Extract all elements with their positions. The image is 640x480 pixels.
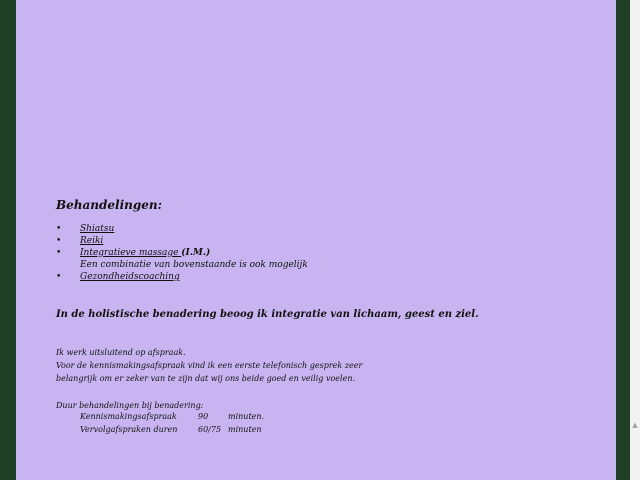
scroll-up-arrow-icon[interactable]: ▲ [632, 421, 638, 429]
motto-text: In de holistische benadering beoog ik integratie van lichaam, geest en ziel. [56, 309, 479, 320]
treatment-list [56, 223, 308, 283]
intro-line-3: belangrijk om er zeker van te zijn dat wij ons beide goed en veilig voelen. [56, 374, 356, 383]
link-shiatsu[interactable]: Shiatsu [80, 224, 115, 234]
bullet-icon: • [56, 272, 62, 282]
link-integratieve-massage[interactable]: Integratieve massage [80, 248, 182, 258]
duration-label-vervolg: Vervolgafspraken duren [80, 425, 178, 434]
vertical-scrollbar[interactable] [630, 0, 640, 480]
bullet-icon: • [56, 236, 62, 246]
link-reiki[interactable]: Reiki [80, 236, 104, 246]
list-item-gezondheidscoaching [56, 271, 308, 283]
list-item-reiki [56, 235, 308, 247]
duration-label-kennismaking: Kennismakingsafspraak [80, 412, 177, 421]
link-gezondheidscoaching[interactable]: Gezondheidscoaching [80, 272, 180, 282]
bullet-icon: • [56, 224, 62, 234]
content-panel [16, 0, 616, 480]
intro-line-1: Ik werk uitsluitend op afspraak. [56, 348, 186, 357]
duration-value-kennismaking: 90 [198, 412, 209, 421]
im-abbreviation: (I.M.) [181, 248, 211, 258]
intro-paragraph [56, 346, 362, 385]
duration-title: Duur behandelingen bij benadering: [56, 401, 204, 410]
section-heading: Behandelingen: [56, 198, 163, 212]
bullet-icon: • [56, 248, 62, 258]
duration-value-vervolg: 60/75 [198, 425, 222, 434]
duration-unit-vervolg: minuten [228, 425, 262, 434]
duration-unit-kennismaking: minuten. [228, 412, 265, 421]
intro-line-2: Voor de kennismakingsafspraak vind ik een eerste telefonisch gesprek zeer [56, 361, 363, 370]
combination-note: Een combinatie van bovenstaande is ook mogelijk [80, 260, 308, 270]
list-item-shiatsu [56, 223, 308, 235]
list-item-integratieve-massage [56, 247, 308, 259]
